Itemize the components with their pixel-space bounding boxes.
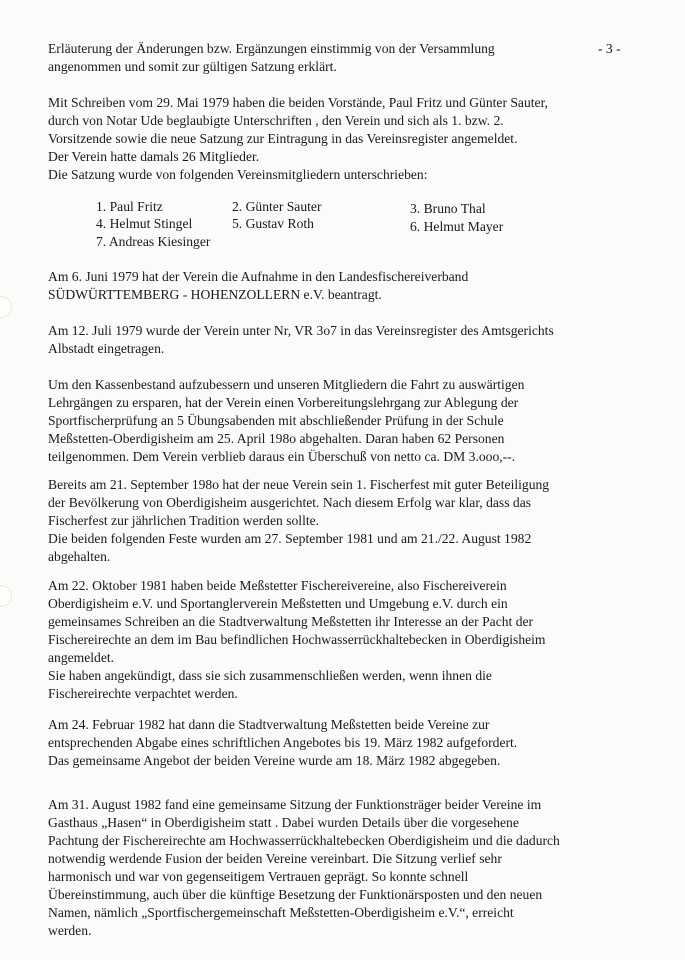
text-line: angenommen und somit zur gültigen Satzung erklärt.	[48, 59, 337, 74]
text-line: Bereits am 21. September 198o hat der neue Verein sein 1. Fischerfest mit guter Beteiligung	[48, 477, 550, 492]
paragraph-fischereirechte-interesse	[48, 577, 648, 703]
text-line: Fischereirechte an dem im Bau befindlichen Hochwasserrückhaltebecken in Oberdigisheim	[48, 632, 546, 647]
text-line: Albstadt eingetragen.	[48, 341, 165, 356]
paragraph-landesfischereiverband	[48, 268, 648, 304]
text-line: Die beiden folgenden Feste wurden am 27. September 1981 und am 21./22. August 1982	[48, 531, 532, 546]
text-line: Das gemeinsame Angebot der beiden Vereine wurde am 18. März 1982 abgegeben.	[48, 753, 501, 768]
text-line: Sportfischerprüfung an 5 Übungsabenden mit abschließender Prüfung in der Schule	[48, 413, 504, 428]
page-number: - 3 -	[598, 41, 621, 56]
paragraph-eintragung	[48, 322, 648, 358]
signatory-item: 6. Helmut Mayer	[410, 219, 504, 234]
text-line: Am 24. Februar 1982 hat dann die Stadtverwaltung Meßstetten beide Vereine zur	[48, 717, 490, 732]
signatory-item: 1. Paul Fritz	[96, 199, 163, 214]
text-line: harmonisch und war von gegenseitigem Vertrauen geprägt. So konnte schnell	[48, 869, 469, 884]
signatory-item: 7. Andreas Kiesinger	[96, 234, 211, 249]
text-line: Am 12. Juli 1979 wurde der Verein unter Nr, VR 3o7 in das Vereinsregister des Amtsgerichts	[48, 323, 554, 338]
text-line: durch von Notar Ude beglaubigte Unterschriften , den Verein und sich als 1. bzw. 2.	[48, 113, 504, 128]
text-line: Mit Schreiben vom 29. Mai 1979 haben die beiden Vorstände, Paul Fritz und Günter Sauter,	[48, 95, 548, 110]
paragraph-fischerfest	[48, 476, 648, 566]
text-line: angemeldet.	[48, 650, 115, 665]
paragraph-gemeinsame-sitzung	[48, 796, 648, 940]
text-line: werden.	[48, 923, 92, 938]
text-line: notwendig werdende Fusion der beiden Vereine vereinbart. Die Sitzung verlief sehr	[48, 851, 502, 866]
text-line: Fischerfest zur jährlichen Tradition werden sollte.	[48, 513, 320, 528]
paragraph-satzung-annahme	[48, 40, 648, 76]
paragraph-vereinsregister-anmeldung	[48, 94, 648, 184]
text-line: Am 31. August 1982 fand eine gemeinsame Sitzung der Funktionsträger beider Vereine im	[48, 797, 542, 812]
text-line: Der Verein hatte damals 26 Mitglieder.	[48, 149, 260, 164]
punch-hole-mark	[0, 296, 12, 318]
paragraph-angebot	[48, 716, 648, 770]
text-line: Übereinstimmung, auch über die künftige Besetzung der Funktionärsposten und den neuen	[48, 887, 543, 902]
text-line: Meßstetten-Oberdigisheim am 25. April 198o abgehalten. Daran haben 62 Personen	[48, 431, 505, 446]
text-line: Gasthaus „Hasen“ in Oberdigisheim statt . Dabei wurden Details über die vorgesehene	[48, 815, 519, 830]
text-line: gemeinsames Schreiben an die Stadtverwaltung Meßstetten ihr Interesse an der Pacht der	[48, 614, 534, 629]
signatory-item: 4. Helmut Stingel	[96, 216, 193, 231]
text-line: teilgenommen. Dem Verein verblieb daraus ein Überschuß von netto ca. DM 3.ooo,--.	[48, 449, 516, 464]
punch-hole-mark	[0, 585, 12, 607]
text-line: Vorsitzende sowie die neue Satzung zur Eintragung in das Vereinsregister angemeldet.	[48, 131, 518, 146]
paragraph-vorbereitungslehrgang	[48, 376, 648, 466]
text-line: Erläuterung der Änderungen bzw. Ergänzungen einstimmig von der Versammlung	[48, 41, 495, 56]
text-line: Um den Kassenbestand aufzubessern und unseren Mitgliedern die Fahrt zu auswärtigen	[48, 377, 525, 392]
signatory-item: 3. Bruno Thal	[410, 201, 486, 216]
signatory-item: 5. Gustav Roth	[232, 216, 314, 231]
text-line: Am 22. Oktober 1981 haben beide Meßstetter Fischereivereine, also Fischereiverein	[48, 578, 507, 593]
text-line: Pachtung der Fischereirechte am Hochwasserrückhaltebecken Oberdigisheim und die dadurch	[48, 833, 560, 848]
text-line: Die Satzung wurde von folgenden Vereinsmitgliedern unterschrieben:	[48, 167, 428, 182]
text-line: der Bevölkerung von Oberdigisheim ausgerichtet. Nach diesem Erfolg war klar, dass das	[48, 495, 532, 510]
text-line: Oberdigisheim e.V. und Sportanglerverein Meßstetten und Umgebung e.V. durch ein	[48, 596, 508, 611]
text-line: entsprechenden Abgabe eines schriftlichen Angebotes bis 19. März 1982 aufgefordert.	[48, 735, 518, 750]
signatory-item: 2. Günter Sauter	[232, 199, 322, 214]
text-line: SÜDWÜRTTEMBERG - HOHENZOLLERN e.V. beantragt.	[48, 287, 382, 302]
text-line: Am 6. Juni 1979 hat der Verein die Aufnahme in den Landesfischereiverband	[48, 269, 469, 284]
text-line: abgehalten.	[48, 549, 111, 564]
text-line: Lehrgängen zu ersparen, hat der Verein einen Vorbereitungslehrgang zur Ablegung der	[48, 395, 519, 410]
text-line: Namen, nämlich „Sportfischergemeinschaft Meßstetten-Oberdigisheim e.V.“, erreicht	[48, 905, 514, 920]
text-line: Fischereirechte verpachtet werden.	[48, 686, 238, 701]
text-line: Sie haben angekündigt, dass sie sich zusammenschließen werden, wenn ihnen die	[48, 668, 492, 683]
